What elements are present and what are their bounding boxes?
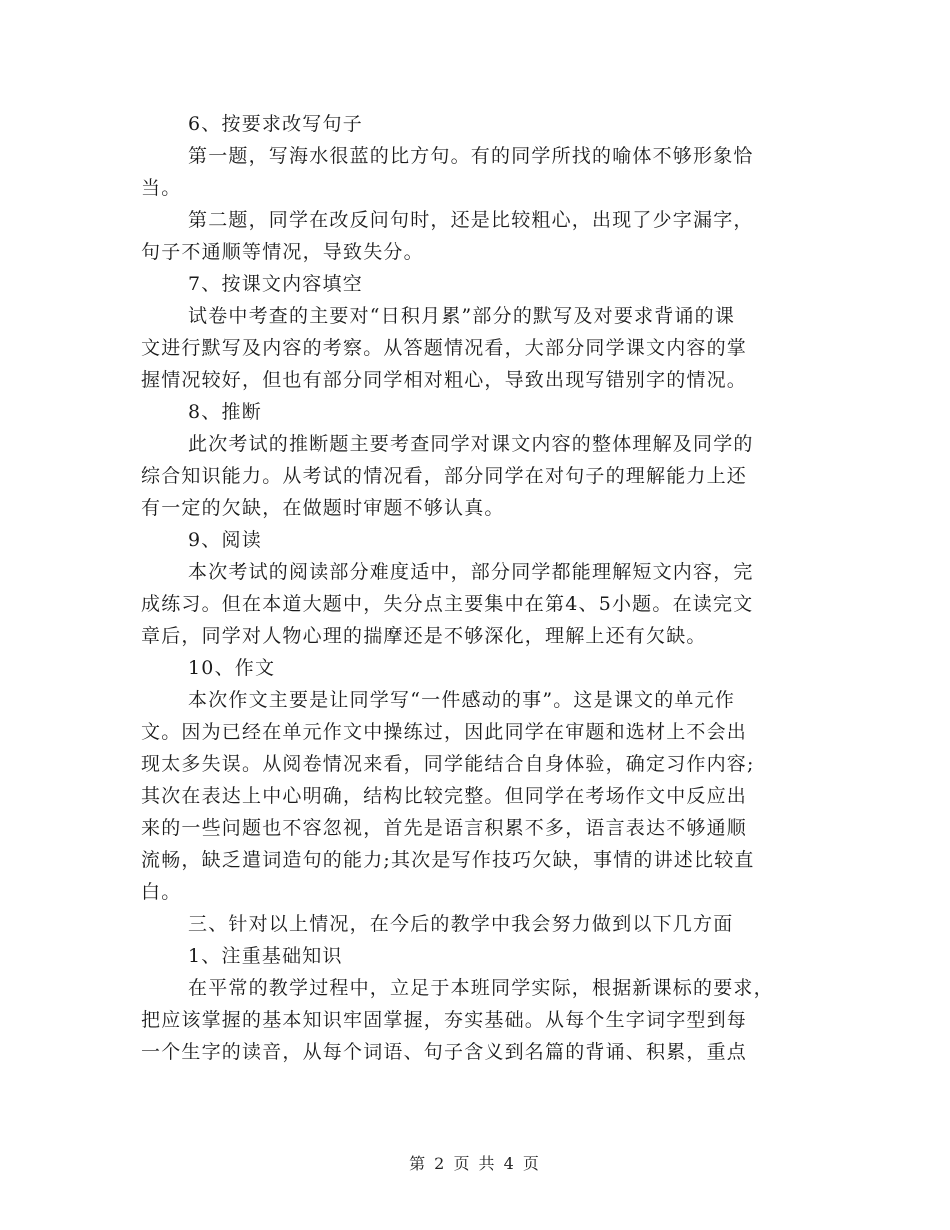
paragraph-line: 其次在表达上中心明确，结构比较完整。但同学在考场作文中反应出 xyxy=(141,785,748,807)
paragraph-line-indented: 在平常的教学过程中，立足于本班同学实际，根据新课标的要求， xyxy=(188,977,774,999)
paragraph-line-indented: 试卷中考查的主要对“日积月累”部分的默写及对要求背诵的课 xyxy=(188,305,736,327)
paragraph-line: 现太多失误。从阅卷情况来看，同学能结合自身体验，确定习作内容; xyxy=(141,753,755,775)
paragraph-line-indented: 三、针对以上情况，在今后的教学中我会努力做到以下几方面 xyxy=(188,913,734,935)
paragraph-line-indented: 10、作文 xyxy=(188,657,276,679)
paragraph-line: 文。因为已经在单元作文中操练过，因此同学在审题和选材上不会出 xyxy=(141,721,748,743)
paragraph-line: 综合知识能力。从考试的情况看，部分同学在对句子的理解能力上还 xyxy=(141,465,748,487)
document-body xyxy=(141,108,811,1068)
paragraph-line-indented: 第一题，写海水很蓝的比方句。有的同学所找的喻体不够形象恰 xyxy=(188,145,754,167)
paragraph-line: 当。 xyxy=(141,177,182,199)
paragraph-line-indented: 本次作文主要是让同学写“一件感动的事”。这是课文的单元作 xyxy=(188,689,736,711)
paragraph-line-indented: 本次考试的阅读部分难度适中，部分同学都能理解短文内容，完 xyxy=(188,561,754,583)
paragraph-line-indented: 8、推断 xyxy=(188,401,262,423)
paragraph-line: 章后，同学对人物心理的揣摩还是不够深化，理解上还有欠缺。 xyxy=(141,625,707,647)
paragraph-line: 成练习。但在本道大题中，失分点主要集中在第4、5小题。在读完文 xyxy=(141,593,754,615)
paragraph-line: 握情况较好，但也有部分同学相对粗心，导致出现写错别字的情况。 xyxy=(141,369,748,391)
paragraph-line: 流畅，缺乏遣词造句的能力;其次是写作技巧欠缺，事情的讲述比较直 xyxy=(141,849,755,871)
paragraph-line-indented: 此次考试的推断题主要考查同学对课文内容的整体理解及同学的 xyxy=(188,433,754,455)
paragraph-line: 句子不通顺等情况，导致失分。 xyxy=(141,241,424,263)
paragraph-line-indented: 6、按要求改写句子 xyxy=(188,113,363,135)
paragraph-line-indented: 第二题，同学在改反问句时，还是比较粗心，出现了少字漏字， xyxy=(188,209,754,231)
paragraph-line: 有一定的欠缺，在做题时审题不够认真。 xyxy=(141,497,505,519)
paragraph-line: 白。 xyxy=(141,881,182,903)
paragraph-line-indented: 7、按课文内容填空 xyxy=(188,273,363,295)
paragraph-line-indented: 9、阅读 xyxy=(188,529,262,551)
paragraph-line: 把应该掌握的基本知识牢固掌握，夯实基础。从每个生字词字型到每 xyxy=(141,1009,748,1031)
page-footer: 第 2 页 共 4 页 xyxy=(409,1154,541,1173)
paragraph-line: 一个生字的读音，从每个词语、句子含义到名篇的背诵、积累，重点 xyxy=(141,1041,748,1063)
paragraph-line: 来的一些问题也不容忽视，首先是语言积累不多，语言表达不够通顺 xyxy=(141,817,748,839)
paragraph-line: 文进行默写及内容的考察。从答题情况看，大部分同学课文内容的掌 xyxy=(141,337,748,359)
paragraph-line-indented: 1、注重基础知识 xyxy=(188,945,343,967)
